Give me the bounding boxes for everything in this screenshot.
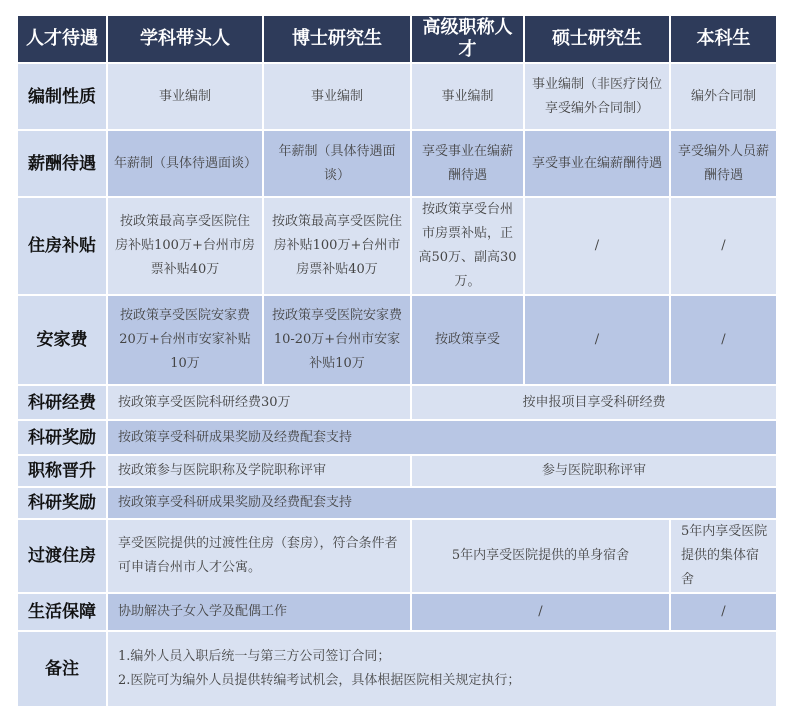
row-research-reward-2 <box>17 487 777 519</box>
cell-transition-leader-phd: 享受医院提供的过渡性住房（套房），符合条件者可申请台州市人才公寓。 <box>107 519 411 593</box>
header-bachelor: 本科生 <box>670 15 777 63</box>
row-staffing <box>17 63 777 130</box>
row-label-salary: 薪酬待遇 <box>17 130 107 197</box>
cell-salary-leader: 年薪制（具体待遇面谈） <box>107 130 263 197</box>
header-category: 人才待遇 <box>17 15 107 63</box>
cell-housing-phd: 按政策最高享受医院住房补贴100万+台州市房票补贴40万 <box>263 197 411 295</box>
cell-salary-phd: 年薪制（具体待遇面谈） <box>263 130 411 197</box>
cell-staffing-bachelor: 编外合同制 <box>670 63 777 130</box>
row-research-reward-1 <box>17 420 777 455</box>
row-label-research-reward-1: 科研奖励 <box>17 420 107 455</box>
cell-housing-leader: 按政策最高享受医院住房补贴100万+台州市房票补贴40万 <box>107 197 263 295</box>
row-transition-housing <box>17 519 777 593</box>
header-discipline-leader: 学科带头人 <box>107 15 263 63</box>
cell-remarks <box>107 631 777 707</box>
cell-research-funding-leader-phd: 按政策享受医院科研经费30万 <box>107 385 411 420</box>
remark-line-2: 2.医院可为编外人员提供转编考试机会，具体根据医院相关规定执行； <box>118 673 521 688</box>
row-label-life-support: 生活保障 <box>17 593 107 631</box>
row-salary <box>17 130 777 197</box>
cell-life-bachelor: / <box>670 593 777 631</box>
cell-housing-senior: 按政策享受台州市房票补贴，正高50万、副高30万。 <box>411 197 524 295</box>
cell-housing-bachelor: / <box>670 197 777 295</box>
cell-staffing-leader: 事业编制 <box>107 63 263 130</box>
row-housing-subsidy <box>17 197 777 295</box>
row-label-research-reward-2: 科研奖励 <box>17 487 107 519</box>
header-master: 硕士研究生 <box>524 15 670 63</box>
cell-research-reward-1-all: 按政策享受科研成果奖励及经费配套支持 <box>107 420 777 455</box>
cell-research-reward-2-all: 按政策享受科研成果奖励及经费配套支持 <box>107 487 777 519</box>
header-row <box>17 15 777 63</box>
row-research-funding <box>17 385 777 420</box>
cell-salary-bachelor: 享受编外人员薪酬待遇 <box>670 130 777 197</box>
cell-settling-bachelor: / <box>670 295 777 385</box>
row-label-housing-subsidy: 住房补贴 <box>17 197 107 295</box>
cell-settling-phd: 按政策享受医院安家费10-20万+台州市安家补贴10万 <box>263 295 411 385</box>
cell-housing-master: / <box>524 197 670 295</box>
cell-settling-leader: 按政策享受医院安家费20万+台州市安家补贴10万 <box>107 295 263 385</box>
cell-staffing-senior: 事业编制 <box>411 63 524 130</box>
row-label-research-funding: 科研经费 <box>17 385 107 420</box>
cell-salary-master: 享受事业在编薪酬待遇 <box>524 130 670 197</box>
cell-staffing-master: 事业编制（非医疗岗位享受编外合同制） <box>524 63 670 130</box>
cell-life-senior-master: / <box>411 593 670 631</box>
cell-promotion-leader-phd: 按政策参与医院职称及学院职称评审 <box>107 455 411 487</box>
row-remarks <box>17 631 777 707</box>
remark-line-1: 1.编外人员入职后统一与第三方公司签订合同； <box>118 649 391 664</box>
talent-benefits-table <box>16 14 778 708</box>
row-label-staffing: 编制性质 <box>17 63 107 130</box>
cell-research-funding-others: 按申报项目享受科研经费 <box>411 385 777 420</box>
cell-salary-senior: 享受事业在编薪酬待遇 <box>411 130 524 197</box>
row-life-support <box>17 593 777 631</box>
row-settling-fee <box>17 295 777 385</box>
row-label-settling-fee: 安家费 <box>17 295 107 385</box>
cell-promotion-others: 参与医院职称评审 <box>411 455 777 487</box>
row-label-remarks: 备注 <box>17 631 107 707</box>
row-label-transition-housing: 过渡住房 <box>17 519 107 593</box>
header-phd: 博士研究生 <box>263 15 411 63</box>
header-senior-title: 高级职称人才 <box>411 15 524 63</box>
cell-life-leader-phd: 协助解决子女入学及配偶工作 <box>107 593 411 631</box>
cell-transition-bachelor: 5年内享受医院提供的集体宿舍 <box>670 519 777 593</box>
row-title-promotion <box>17 455 777 487</box>
cell-staffing-phd: 事业编制 <box>263 63 411 130</box>
benefits-table-container <box>16 14 778 708</box>
cell-transition-senior-master: 5年内享受医院提供的单身宿舍 <box>411 519 670 593</box>
row-label-title-promotion: 职称晋升 <box>17 455 107 487</box>
cell-settling-master: / <box>524 295 670 385</box>
cell-settling-senior: 按政策享受 <box>411 295 524 385</box>
